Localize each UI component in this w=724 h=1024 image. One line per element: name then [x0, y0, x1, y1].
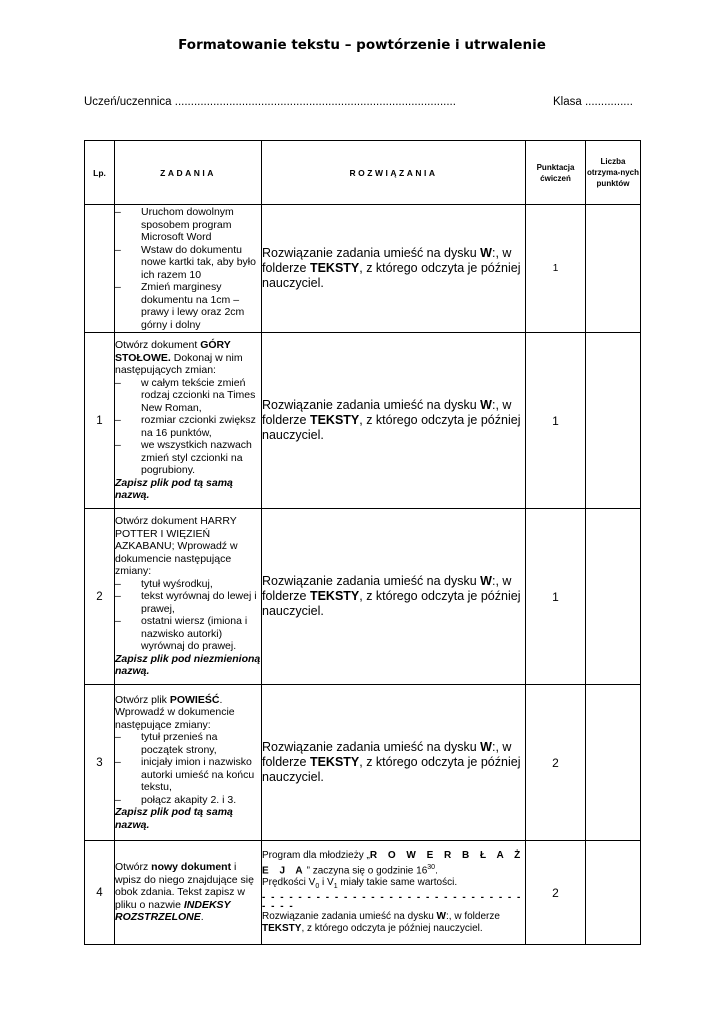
col-lp-header: Lp.: [85, 141, 115, 205]
solution-cell: [262, 841, 526, 945]
save-instruction: Zapisz plik pod tą samą nazwą.: [115, 476, 233, 502]
list-item: – we wszystkich nazwach zmień styl czcionki na pogrubiony.: [115, 439, 261, 477]
list-item: – ostatni wiersz (imiona i nazwisko autorki) wyrównaj do prawej.: [115, 615, 261, 653]
points-cell: 1: [526, 205, 586, 333]
col-zadania-header: ZADANIA: [115, 141, 262, 205]
solution-instruction: Rozwiązanie zadania umieść na dysku W:, w folderze TEKSTY, z którego odczyta je później nauczyciel.: [262, 911, 500, 935]
task-cell: Otwórz nowy dokument i wpisz do niego znajdujące się obok zdania. Tekst zapisz w pliku o nazwie INDEKSY ROZSTRZELONE.: [115, 841, 262, 945]
list-item: – tytuł wyśrodkuj,: [115, 578, 261, 591]
task-cell: [115, 205, 262, 333]
solution-cell: Rozwiązanie zadania umieść na dysku W:, w folderze TEKSTY, z którego odczyta je później nauczyciel.: [262, 509, 526, 685]
list-item: – Zmień marginesy dokumentu na 1cm – prawy i lewy oraz 2cm górny i dolny: [115, 281, 261, 331]
class-field: Klasa ...............: [553, 96, 633, 108]
task-intro: Otwórz dokument GÓRY STOŁOWE. Dokonaj w nim następujących zmian:: [115, 339, 243, 377]
task-intro: Otwórz plik POWIEŚĆ. Wprowadź w dokumencie następujące zmiany:: [115, 693, 235, 731]
table-row: [85, 205, 641, 333]
points-cell: 1: [526, 333, 586, 509]
student-name-field: Uczeń/uczennica ........................................................................................: [84, 96, 456, 108]
score-cell[interactable]: [586, 333, 641, 509]
list-item: – Wstaw do dokumentu nowe kartki tak, aby było ich razem 10: [115, 244, 261, 282]
row-number: 1: [85, 333, 115, 509]
row-number: 3: [85, 685, 115, 841]
score-cell[interactable]: [586, 205, 641, 333]
row-number: 4: [85, 841, 115, 945]
table-row: [85, 333, 641, 509]
points-cell: 1: [526, 509, 586, 685]
list-item: – rozmiar czcionki zwiększ na 16 punktów,: [115, 414, 261, 439]
example-line-1: Program dla młodzieży „R O W E R B Ł A Ż E J A” zaczyna się o godzinie $16^{30}$.: [262, 849, 525, 877]
col-punktacja-header: Punktacja ćwiczeń: [526, 141, 586, 205]
list-item: – Uruchom dowolnym sposobem program Microsoft Word: [115, 206, 261, 244]
score-cell[interactable]: [586, 509, 641, 685]
list-item: – inicjały imion i nazwisko autorki umieść na końcu tekstu,: [115, 756, 261, 794]
task-cell: [115, 509, 262, 685]
tasks-table: [84, 140, 641, 945]
task-cell: [115, 333, 262, 509]
col-liczba-header: Liczba otrzyma-nych punktów: [586, 141, 641, 205]
example-line-2: Prędkości $V_0$ i $V_1$ miały takie same wartości.: [262, 877, 458, 891]
score-cell[interactable]: [586, 841, 641, 945]
task-cell: [115, 685, 262, 841]
list-item: – tekst wyrównaj do lewej i prawej,: [115, 590, 261, 615]
table-row: [85, 841, 641, 945]
dashed-separator: - - - - - - - - - - - - - - - - - - - - - - - - - - - - - - - - -: [262, 892, 522, 913]
solution-cell: Rozwiązanie zadania umieść na dysku W:, w folderze TEKSTY, z którego odczyta je później nauczyciel.: [262, 333, 526, 509]
col-rozwiazania-header: ROZWIĄZANIA: [262, 141, 526, 205]
table-row: [85, 685, 641, 841]
save-instruction: Zapisz plik pod niezmienioną nazwą.: [115, 652, 261, 678]
table-row: [85, 509, 641, 685]
points-cell: 2: [526, 841, 586, 945]
list-item: – połącz akapity 2. i 3.: [115, 794, 261, 807]
row-number: [85, 205, 115, 333]
points-cell: 2: [526, 685, 586, 841]
score-cell[interactable]: [586, 685, 641, 841]
list-item: – w całym tekście zmień rodzaj czcionki na Times New Roman,: [115, 377, 261, 415]
solution-cell: Rozwiązanie zadania umieść na dysku W:, w folderze TEKSTY, z którego odczyta je później nauczyciel.: [262, 205, 526, 333]
table-header-row: [85, 141, 641, 205]
solution-cell: Rozwiązanie zadania umieść na dysku W:, w folderze TEKSTY, z którego odczyta je później nauczyciel.: [262, 685, 526, 841]
task-intro: Otwórz dokument HARRY POTTER I WIĘZIEŃ AZKABANU; Wprowadź w dokumencie następujące zmiany:: [115, 515, 238, 578]
row-number: 2: [85, 509, 115, 685]
list-item: – tytuł przenieś na początek strony,: [115, 731, 261, 756]
page-title: Formatowanie tekstu – powtórzenie i utrwalenie: [178, 37, 546, 53]
save-instruction: Zapisz plik pod tą samą nazwą.: [115, 806, 233, 831]
